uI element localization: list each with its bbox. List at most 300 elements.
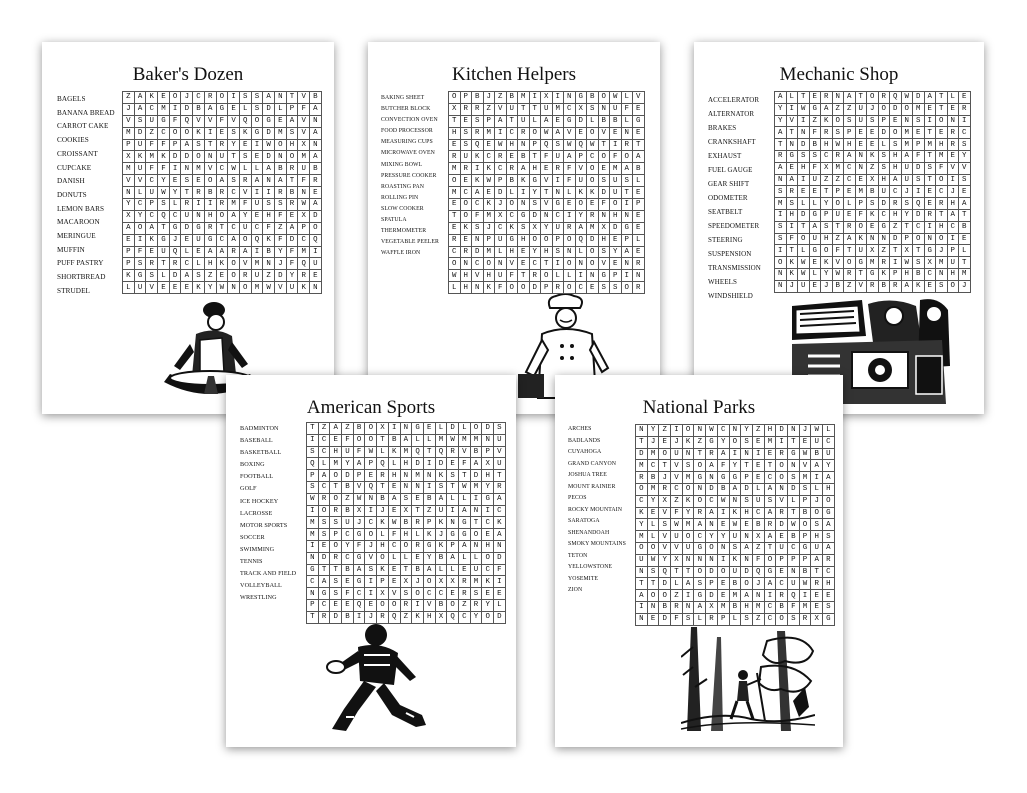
- grid-cell: C: [776, 578, 788, 590]
- word-list-item: STEERING: [708, 236, 743, 244]
- grid-cell: B: [287, 187, 299, 199]
- word-list-item: MUFFIN: [57, 245, 85, 254]
- grid-cell: A: [810, 222, 822, 234]
- word-list-item: MEASURING CUPS: [381, 139, 433, 146]
- grid-cell: C: [495, 163, 507, 175]
- grid-cell: T: [447, 482, 459, 494]
- grid-cell: O: [275, 140, 287, 152]
- grid-cell: C: [146, 211, 158, 223]
- grid-cell: T: [507, 116, 519, 128]
- grid-cell: R: [776, 508, 788, 520]
- grid-cell: P: [146, 199, 158, 211]
- grid-cell: V: [541, 175, 553, 187]
- grid-cell: V: [659, 508, 671, 520]
- word-list-item: BANANA BREAD: [57, 108, 115, 117]
- grid-cell: B: [788, 531, 800, 543]
- grid-cell: N: [787, 139, 799, 151]
- grid-cell: V: [240, 187, 252, 199]
- grid-cell: G: [787, 151, 799, 163]
- grid-cell: W: [449, 270, 461, 282]
- grid-cell: S: [775, 186, 787, 198]
- grid-cell: D: [310, 211, 322, 223]
- grid-cell: A: [495, 116, 507, 128]
- grid-cell: P: [170, 140, 182, 152]
- grid-cell: A: [310, 151, 322, 163]
- grid-cell: I: [948, 175, 960, 187]
- grid-cell: R: [401, 600, 413, 612]
- grid-cell: K: [484, 282, 496, 294]
- grid-cell: I: [424, 482, 436, 494]
- grid-cell: O: [518, 282, 530, 294]
- grid-cell: O: [401, 541, 413, 553]
- grid-cell: Q: [659, 567, 671, 579]
- grid-cell: P: [776, 555, 788, 567]
- grid-cell: L: [158, 270, 170, 282]
- grid-cell: D: [798, 139, 810, 151]
- grid-cell: T: [925, 175, 937, 187]
- grid-cell: I: [718, 555, 730, 567]
- grid-cell: N: [948, 116, 960, 128]
- grid-cell: V: [495, 104, 507, 116]
- grid-cell: M: [401, 447, 413, 459]
- grid-cell: T: [775, 139, 787, 151]
- grid-cell: E: [365, 600, 377, 612]
- grid-cell: Q: [252, 235, 264, 247]
- grid-cell: E: [959, 234, 971, 246]
- grid-cell: M: [913, 104, 925, 116]
- grid-cell: U: [856, 104, 868, 116]
- word-list-item: WAFFLE IRON: [381, 250, 421, 257]
- grid-cell: H: [823, 578, 835, 590]
- grid-cell: S: [823, 531, 835, 543]
- grid-cell: E: [240, 140, 252, 152]
- grid-cell: F: [494, 565, 506, 577]
- grid-cell: D: [181, 223, 193, 235]
- grid-cell: G: [205, 235, 217, 247]
- grid-cell: O: [449, 92, 461, 104]
- grid-cell: I: [530, 92, 542, 104]
- grid-cell: T: [287, 175, 299, 187]
- grid-cell: A: [694, 519, 706, 531]
- grid-cell: T: [902, 222, 914, 234]
- grid-cell: R: [564, 223, 576, 235]
- grid-cell: O: [587, 175, 599, 187]
- grid-cell: O: [135, 223, 147, 235]
- grid-cell: S: [823, 602, 835, 614]
- grid-cell: A: [205, 247, 217, 259]
- grid-cell: I: [495, 128, 507, 140]
- grid-cell: I: [365, 588, 377, 600]
- grid-cell: B: [389, 435, 401, 447]
- grid-cell: Q: [170, 247, 182, 259]
- grid-cell: U: [135, 282, 147, 294]
- grid-cell: N: [775, 269, 787, 281]
- grid-cell: S: [788, 472, 800, 484]
- grid-cell: K: [730, 508, 742, 520]
- grid-cell: E: [287, 211, 299, 223]
- grid-cell: N: [706, 472, 718, 484]
- grid-cell: T: [788, 437, 800, 449]
- grid-cell: E: [753, 460, 765, 472]
- grid-cell: N: [775, 281, 787, 293]
- grid-cell: P: [484, 116, 496, 128]
- grid-cell: P: [718, 614, 730, 626]
- grid-cell: I: [365, 576, 377, 588]
- grid-cell: N: [263, 258, 275, 270]
- grid-cell: G: [530, 175, 542, 187]
- grid-cell: V: [123, 116, 135, 128]
- grid-cell: A: [472, 187, 484, 199]
- grid-cell: F: [275, 235, 287, 247]
- grid-cell: L: [844, 198, 856, 210]
- grid-cell: P: [610, 270, 622, 282]
- grid-cell: A: [228, 211, 240, 223]
- grid-cell: M: [146, 151, 158, 163]
- grid-cell: D: [610, 223, 622, 235]
- grid-cell: S: [287, 128, 299, 140]
- grid-cell: T: [158, 258, 170, 270]
- grid-cell: R: [706, 449, 718, 461]
- grid-cell: M: [228, 199, 240, 211]
- grid-cell: C: [135, 199, 147, 211]
- grid-cell: O: [507, 199, 519, 211]
- word-list-item: TENNIS: [240, 558, 263, 566]
- grid-cell: O: [936, 175, 948, 187]
- grid-cell: S: [741, 437, 753, 449]
- grid-cell: O: [741, 578, 753, 590]
- grid-cell: A: [706, 508, 718, 520]
- grid-cell: M: [275, 128, 287, 140]
- grid-cell: L: [494, 600, 506, 612]
- grid-cell: U: [776, 543, 788, 555]
- grid-cell: G: [576, 92, 588, 104]
- grid-cell: S: [461, 128, 473, 140]
- word-list-item: ICE HOCKEY: [240, 497, 279, 505]
- grid-cell: A: [354, 565, 366, 577]
- grid-cell: S: [587, 104, 599, 116]
- grid-cell: M: [683, 472, 695, 484]
- grid-cell: D: [319, 553, 331, 565]
- grid-cell: L: [135, 187, 147, 199]
- grid-cell: Q: [307, 458, 319, 470]
- grid-cell: Y: [228, 140, 240, 152]
- grid-cell: G: [622, 223, 634, 235]
- grid-cell: O: [800, 519, 812, 531]
- grid-cell: U: [146, 187, 158, 199]
- grid-cell: W: [902, 257, 914, 269]
- grid-cell: K: [787, 257, 799, 269]
- grid-cell: E: [252, 211, 264, 223]
- grid-cell: Y: [636, 519, 648, 531]
- grid-cell: A: [706, 460, 718, 472]
- grid-cell: S: [659, 519, 671, 531]
- grid-cell: A: [181, 270, 193, 282]
- grid-cell: I: [765, 590, 777, 602]
- grid-cell: J: [821, 281, 833, 293]
- grid-cell: Z: [263, 270, 275, 282]
- grid-cell: I: [494, 576, 506, 588]
- word-list-item: PECOS: [568, 495, 587, 501]
- grid-cell: N: [741, 531, 753, 543]
- grid-cell: E: [633, 223, 645, 235]
- grid-cell: U: [342, 517, 354, 529]
- grid-cell: P: [307, 600, 319, 612]
- grid-cell: K: [424, 529, 436, 541]
- grid-cell: W: [706, 425, 718, 437]
- puzzle-title: National Parks: [642, 397, 756, 418]
- grid-cell: D: [342, 470, 354, 482]
- grid-cell: R: [228, 247, 240, 259]
- grid-cell: L: [576, 247, 588, 259]
- grid-cell: S: [810, 151, 822, 163]
- grid-cell: R: [330, 553, 342, 565]
- grid-cell: W: [158, 187, 170, 199]
- grid-cell: H: [461, 282, 473, 294]
- grid-cell: R: [240, 270, 252, 282]
- grid-cell: Q: [541, 140, 553, 152]
- grid-cell: J: [181, 92, 193, 104]
- word-list-item: STRUDEL: [57, 286, 91, 295]
- grid-cell: H: [389, 470, 401, 482]
- grid-cell: H: [507, 247, 519, 259]
- grid-cell: S: [788, 614, 800, 626]
- grid-cell: K: [507, 223, 519, 235]
- grid-cell: L: [633, 175, 645, 187]
- grid-cell: L: [648, 519, 660, 531]
- grid-cell: N: [401, 482, 413, 494]
- grid-cell: B: [436, 600, 448, 612]
- grid-cell: S: [833, 127, 845, 139]
- grid-cell: H: [741, 508, 753, 520]
- grid-cell: F: [753, 555, 765, 567]
- word-list-item: PUFF PASTRY: [57, 259, 104, 268]
- grid-cell: R: [330, 506, 342, 518]
- grid-cell: E: [482, 529, 494, 541]
- grid-cell: P: [530, 140, 542, 152]
- football-player-illustration: [324, 621, 434, 733]
- grid-cell: O: [844, 257, 856, 269]
- grid-cell: U: [135, 163, 147, 175]
- word-list-item: YELLOWSTONE: [568, 564, 613, 570]
- grid-cell: T: [811, 567, 823, 579]
- grid-cell: U: [518, 116, 530, 128]
- grid-cell: U: [576, 175, 588, 187]
- grid-cell: W: [447, 435, 459, 447]
- grid-cell: T: [765, 543, 777, 555]
- grid-cell: L: [879, 139, 891, 151]
- grid-cell: L: [447, 565, 459, 577]
- grid-cell: B: [275, 163, 287, 175]
- grid-cell: E: [461, 175, 473, 187]
- grid-cell: Y: [610, 247, 622, 259]
- grid-cell: G: [810, 104, 822, 116]
- grid-cell: H: [844, 139, 856, 151]
- grid-cell: D: [287, 235, 299, 247]
- grid-cell: Z: [146, 128, 158, 140]
- grid-cell: T: [936, 104, 948, 116]
- grid-cell: B: [648, 472, 660, 484]
- grid-cell: J: [436, 529, 448, 541]
- grid-cell: X: [298, 211, 310, 223]
- grid-cell: V: [494, 447, 506, 459]
- grid-cell: S: [694, 578, 706, 590]
- grid-cell: I: [252, 187, 264, 199]
- grid-cell: V: [856, 281, 868, 293]
- grid-cell: C: [576, 282, 588, 294]
- grid-cell: S: [319, 517, 331, 529]
- grid-cell: V: [633, 92, 645, 104]
- grid-cell: C: [936, 186, 948, 198]
- grid-cell: H: [263, 211, 275, 223]
- grid-cell: E: [518, 258, 530, 270]
- grid-cell: C: [158, 128, 170, 140]
- grid-cell: R: [205, 92, 217, 104]
- grid-cell: K: [298, 282, 310, 294]
- grid-cell: Q: [354, 600, 366, 612]
- grid-cell: T: [181, 187, 193, 199]
- grid-cell: M: [307, 517, 319, 529]
- grid-cell: S: [622, 175, 634, 187]
- grid-cell: T: [287, 92, 299, 104]
- grid-cell: A: [844, 151, 856, 163]
- grid-cell: R: [671, 602, 683, 614]
- grid-cell: E: [718, 590, 730, 602]
- grid-cell: L: [389, 458, 401, 470]
- grid-cell: Y: [902, 210, 914, 222]
- grid-cell: J: [123, 104, 135, 116]
- grid-cell: R: [633, 258, 645, 270]
- grid-cell: R: [706, 614, 718, 626]
- grid-cell: T: [798, 92, 810, 104]
- grid-cell: Y: [205, 282, 217, 294]
- grid-cell: G: [879, 222, 891, 234]
- grid-cell: K: [263, 235, 275, 247]
- grid-cell: B: [959, 222, 971, 234]
- grid-cell: E: [811, 602, 823, 614]
- grid-cell: M: [867, 257, 879, 269]
- grid-cell: T: [798, 222, 810, 234]
- grid-cell: P: [482, 447, 494, 459]
- grid-cell: Y: [158, 175, 170, 187]
- grid-cell: M: [471, 482, 483, 494]
- grid-cell: S: [683, 460, 695, 472]
- grid-cell: O: [776, 472, 788, 484]
- grid-cell: A: [389, 494, 401, 506]
- grid-cell: O: [449, 258, 461, 270]
- grid-cell: D: [776, 425, 788, 437]
- grid-cell: U: [298, 163, 310, 175]
- word-list-item: ACCELERATOR: [708, 96, 760, 104]
- grid-cell: S: [240, 151, 252, 163]
- grid-cell: X: [821, 163, 833, 175]
- grid-cell: F: [146, 140, 158, 152]
- grid-cell: U: [683, 543, 695, 555]
- grid-cell: B: [659, 602, 671, 614]
- word-list: [240, 423, 296, 604]
- grid-cell: L: [694, 614, 706, 626]
- word-list-item: BOXING: [240, 461, 265, 469]
- grid-cell: A: [459, 541, 471, 553]
- grid-cell: O: [833, 116, 845, 128]
- grid-cell: V: [354, 482, 366, 494]
- grid-cell: V: [541, 199, 553, 211]
- grid-cell: O: [287, 151, 299, 163]
- grid-cell: T: [412, 506, 424, 518]
- word-list-item: CRANKSHAFT: [708, 138, 756, 146]
- word-list-item: CUPCAKE: [57, 163, 92, 172]
- grid-cell: R: [472, 104, 484, 116]
- grid-cell: P: [633, 199, 645, 211]
- grid-cell: B: [412, 565, 424, 577]
- grid-cell: Y: [823, 460, 835, 472]
- grid-cell: R: [867, 281, 879, 293]
- grid-cell: Q: [412, 447, 424, 459]
- grid-cell: P: [123, 247, 135, 259]
- grid-cell: Q: [365, 482, 377, 494]
- grid-cell: U: [158, 247, 170, 259]
- grid-cell: V: [389, 588, 401, 600]
- grid-cell: A: [319, 470, 331, 482]
- grid-cell: G: [564, 116, 576, 128]
- grid-cell: O: [240, 235, 252, 247]
- grid-cell: U: [788, 578, 800, 590]
- grid-cell: D: [494, 612, 506, 624]
- grid-cell: Z: [844, 281, 856, 293]
- grid-cell: I: [730, 449, 742, 461]
- grid-cell: S: [494, 423, 506, 435]
- grid-cell: V: [659, 543, 671, 555]
- grid-cell: L: [459, 553, 471, 565]
- grid-cell: Y: [342, 458, 354, 470]
- grid-cell: E: [856, 127, 868, 139]
- grid-cell: O: [240, 282, 252, 294]
- grid-cell: S: [787, 198, 799, 210]
- grid-cell: N: [706, 519, 718, 531]
- grid-cell: K: [879, 269, 891, 281]
- grid-cell: U: [833, 210, 845, 222]
- grid-cell: Y: [821, 198, 833, 210]
- grid-cell: D: [181, 151, 193, 163]
- grid-cell: C: [181, 258, 193, 270]
- grid-cell: F: [459, 458, 471, 470]
- grid-cell: G: [252, 128, 264, 140]
- grid-cell: E: [252, 151, 264, 163]
- grid-cell: C: [494, 506, 506, 518]
- grid-cell: L: [377, 529, 389, 541]
- word-list-item: LACROSSE: [240, 509, 273, 517]
- grid-cell: H: [530, 163, 542, 175]
- grid-cell: X: [867, 175, 879, 187]
- grid-cell: S: [181, 175, 193, 187]
- grid-cell: G: [553, 199, 565, 211]
- grid-cell: R: [553, 282, 565, 294]
- grid-cell: A: [902, 151, 914, 163]
- grid-cell: M: [648, 449, 660, 461]
- grid-cell: I: [798, 175, 810, 187]
- grid-cell: O: [936, 234, 948, 246]
- grid-cell: N: [471, 506, 483, 518]
- grid-cell: F: [263, 223, 275, 235]
- grid-cell: H: [811, 531, 823, 543]
- grid-cell: H: [599, 235, 611, 247]
- puzzle-sheet-mechanic-shop: [694, 42, 984, 414]
- grid-cell: G: [424, 541, 436, 553]
- grid-cell: T: [821, 186, 833, 198]
- grid-cell: K: [518, 175, 530, 187]
- grid-cell: T: [694, 449, 706, 461]
- grid-cell: X: [123, 211, 135, 223]
- grid-cell: S: [461, 140, 473, 152]
